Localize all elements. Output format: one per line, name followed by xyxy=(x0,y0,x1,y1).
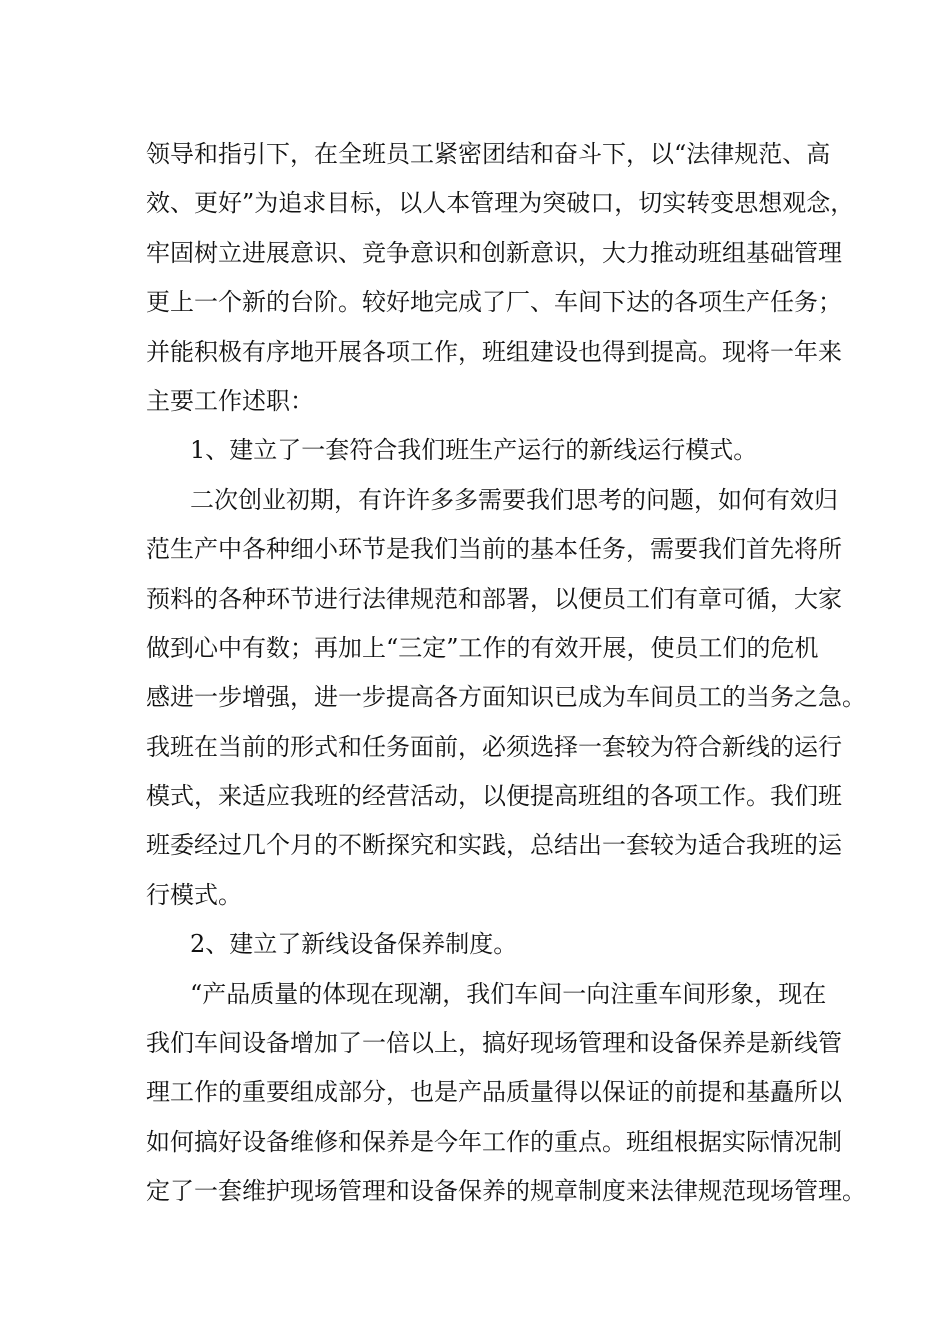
text-line: 模式，来适应我班的经营活动，以便提高班组的各项工作。我们班 xyxy=(146,782,842,811)
text-line: 我班在当前的形式和任务面前，必须选择一套较为符合新线的运行 xyxy=(146,732,842,761)
text-line: 我们车间设备增加了一倍以上，搞好现场管理和设备保养是新线管 xyxy=(146,1029,842,1058)
text-line: 2、建立了新线设备保养制度。 xyxy=(190,930,518,959)
document-body xyxy=(146,130,866,1217)
text-line: 范生产中各种细小环节是我们当前的基本任务，需要我们首先将所 xyxy=(146,535,842,564)
text-line: 领导和指引下，在全班员工紧密团结和奋斗下，以“法律规范、高 xyxy=(146,140,831,168)
text-line: 行模式。 xyxy=(146,880,242,909)
text-line: 理工作的重要组成部分，也是产品质量得以保证的前提和基矗所以 xyxy=(146,1078,842,1107)
text-line: 主要工作述职： xyxy=(146,386,314,415)
text-line: 班委经过几个月的不断探究和实践，总结出一套较为适合我班的运 xyxy=(146,831,842,860)
text-line: “产品质量的体现在现潮，我们车间一向注重车间形象，现在 xyxy=(190,979,827,1008)
text-line: 感进一步增强，进一步提高各方面知识已成为车间员工的当务之急。 xyxy=(146,683,866,712)
text-line: 牢固树立进展意识、竞争意识和创新意识，大力推动班组基础管理 xyxy=(146,238,842,267)
text-line: 更上一个新的台阶。较好地完成了厂、车间下达的各项生产任务； xyxy=(146,288,842,317)
text-line: 1、建立了一套符合我们班生产运行的新线运行模式。 xyxy=(190,436,758,465)
text-line: 做到心中有数；再加上“三定”工作的有效开展，使员工们的危机 xyxy=(146,633,819,662)
text-line: 二次创业初期，有许许多多需要我们思考的问题，如何有效归 xyxy=(190,485,838,514)
text-line: 预料的各种环节进行法律规范和部署，以便员工们有章可循，大家 xyxy=(146,584,842,613)
text-line: 并能积极有序地开展各项工作，班组建设也得到提高。现将一年来 xyxy=(146,337,842,366)
text-line: 如何搞好设备维修和保养是今年工作的重点。班组根据实际情况制 xyxy=(146,1127,842,1156)
text-line: 效、更好”为追求目标，以人本管理为突破口，切实转变思想观念， xyxy=(146,189,855,218)
text-line: 定了一套维护现场管理和设备保养的规章制度来法律规范现场管理。 xyxy=(146,1177,866,1206)
